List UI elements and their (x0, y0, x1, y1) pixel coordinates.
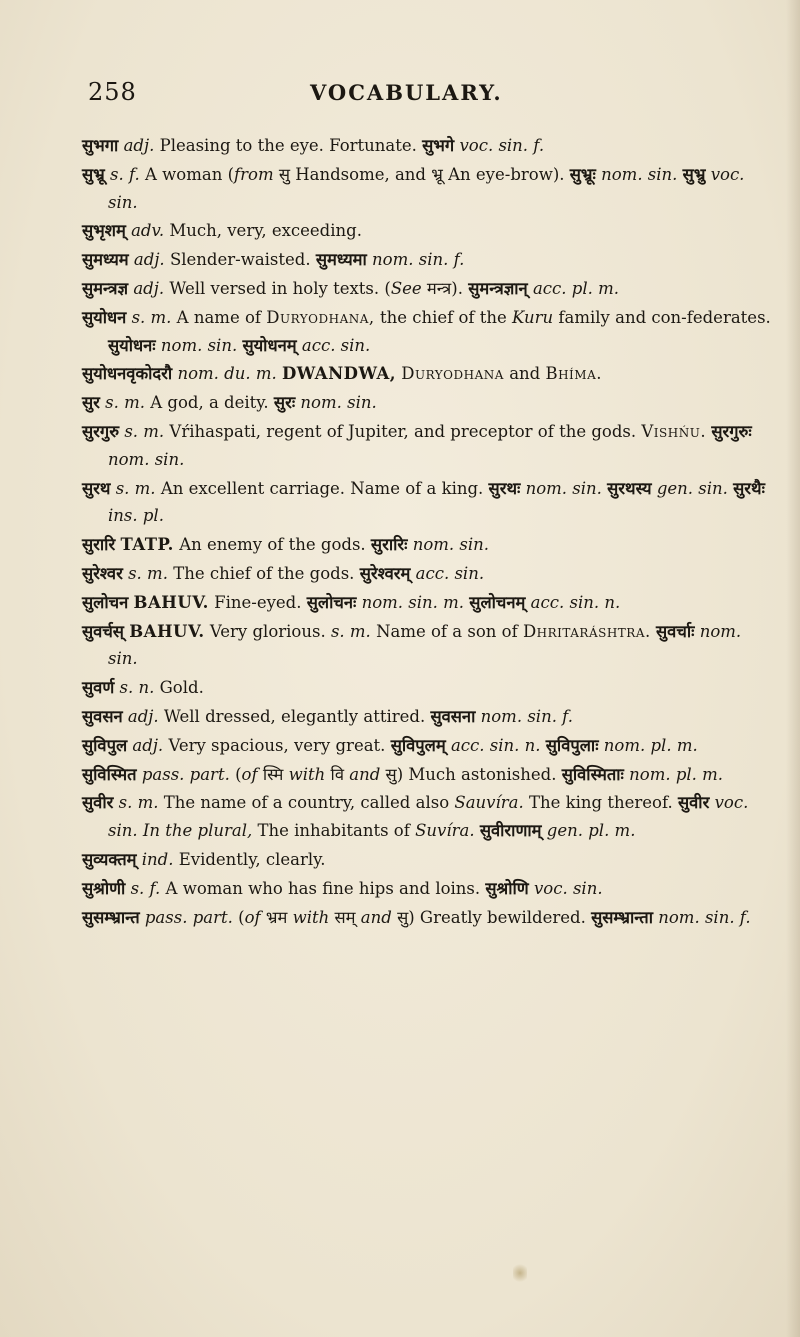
form: सुमन्त्रज्ञान् (468, 278, 528, 298)
form: सुवसना (430, 706, 476, 726)
entry (82, 589, 772, 617)
entry (82, 246, 772, 274)
grammar-label: nom. sin. f. (480, 706, 573, 726)
definition: A name of (176, 307, 261, 327)
headword: सुलोचन (82, 592, 129, 612)
form: सुरारिः (370, 535, 408, 555)
headword: सुरथ (82, 478, 111, 498)
definition: and (509, 364, 541, 384)
grammar-label: pass. part. (144, 907, 233, 927)
grammar-label: nom. sin. (300, 393, 377, 413)
definition: A god, a deity. (150, 393, 269, 413)
grammar-label: nom. sin. (160, 335, 238, 355)
headword: सुयोधन (82, 307, 127, 327)
definition: Gold. (159, 678, 204, 698)
form: सु (385, 764, 397, 784)
grammar-label: See (390, 278, 422, 298)
compound-type: BAHUV. (133, 592, 209, 612)
grammar-label: with (292, 907, 330, 927)
grammar-label: nom. sin. f. (372, 250, 465, 270)
form: सुरथैः (733, 478, 765, 498)
grammar-label: of (241, 764, 258, 784)
definition: The king thereof. (528, 793, 673, 813)
grammar-label: pass. part. (141, 764, 230, 784)
form: सुलोचनः (306, 592, 357, 612)
compound-type: TATP. (120, 535, 174, 555)
headword: सुभ्रू (82, 164, 105, 184)
proper-name: Vishńu. (641, 421, 707, 441)
headword: सुविपुल (82, 735, 128, 755)
grammar-label: nom. sin. (601, 164, 678, 184)
entry (82, 418, 772, 474)
form: सुरः (273, 393, 296, 413)
definition: ) Greatly bewildered. (408, 907, 586, 927)
grammar-label: s. m. (330, 621, 371, 641)
entry (82, 161, 772, 217)
grammar-label: acc. sin. (301, 335, 371, 355)
grammar-label: voc. sin. f. (459, 136, 545, 155)
definition: Fine-eyed. (214, 592, 302, 612)
headword: सुरेश्वर (82, 563, 123, 583)
grammar-label: Kuru (512, 307, 554, 327)
form: सु (397, 907, 409, 927)
grammar-label: s. m. (115, 478, 156, 498)
definition: ). (451, 278, 463, 298)
grammar-label: adj. (132, 735, 164, 755)
definition: A woman who has fine hips and loins. (165, 878, 481, 898)
definition: Handsome, and (295, 164, 426, 184)
grammar-label: gen. sin. (656, 478, 728, 498)
form: सुमध्यमा (315, 250, 367, 270)
grammar-label: ins. pl. (108, 506, 164, 526)
form: सुयोधनः (108, 335, 156, 355)
grammar-label: s. n. (119, 678, 155, 698)
running-header (88, 78, 728, 108)
grammar-label: nom. du. m. (177, 364, 277, 384)
grammar-label: voc. sin. (108, 793, 749, 841)
grammar-label: and (349, 764, 381, 784)
form: सुविपुलाः (545, 735, 599, 755)
grammar-label: s. m. (105, 393, 146, 413)
definition: The inhabitants of (257, 821, 410, 841)
grammar-label: voc. sin. (533, 878, 603, 898)
grammar-label: and (360, 907, 392, 927)
grammar-label: s. m. (128, 563, 168, 583)
page-edge (786, 0, 800, 1337)
definition: The name of a country, called also (163, 793, 450, 813)
headword: सुव्यक्तम् (82, 849, 137, 869)
headword: सुयोधनवृकोदरौ (82, 364, 173, 384)
form: सुरथः (488, 478, 521, 498)
form: सुभ्रु (682, 164, 706, 184)
form: सु (278, 164, 290, 184)
definition: The chief of the gods. (173, 563, 355, 583)
entry (82, 304, 772, 360)
entry (82, 560, 772, 588)
form: सुश्रोणि (485, 878, 529, 898)
entry (82, 217, 772, 245)
form: सुवीराणाम् (479, 821, 542, 841)
grammar-label: ind. (141, 849, 174, 869)
headword: सुवीर (82, 793, 114, 813)
headword: सुश्रोणी (82, 878, 126, 898)
definition: Much, very, exceeding. (169, 221, 362, 241)
grammar-label: s. m. (131, 307, 172, 327)
grammar-label: adj. (127, 706, 159, 726)
form: सुविस्मिताः (561, 764, 624, 784)
definition: Pleasing to the eye. Fortunate. (159, 136, 417, 155)
grammar-label: of (244, 907, 261, 927)
definition: ( (235, 764, 242, 784)
grammar-label: adj. (133, 250, 165, 270)
grammar-label: s. f. (110, 164, 140, 184)
headword: सुमन्त्रज्ञ (82, 278, 129, 298)
grammar-label: gen. pl. m. (546, 821, 636, 841)
entry (82, 132, 772, 160)
form: वि (330, 764, 344, 784)
headword: सुवर्चस् (82, 621, 124, 641)
grammar-label: adj. (123, 136, 155, 155)
grammar-label: nom. sin. (525, 478, 602, 498)
form: सुरथस्य (607, 478, 652, 498)
grammar-label: nom. pl. m. (603, 735, 698, 755)
paper-stain (513, 1262, 527, 1284)
form: सुलोचनम् (469, 592, 526, 612)
entry (82, 674, 772, 702)
grammar-label: nom. sin. m. (361, 592, 465, 612)
definition: Slender-waisted. (169, 250, 311, 270)
grammar-label: adj. (133, 278, 165, 298)
grammar-label: adv. (131, 221, 165, 241)
definition: An enemy of the gods. (179, 535, 366, 555)
definition: Evidently, clearly. (178, 849, 326, 869)
page-number: 258 (88, 78, 137, 106)
definition: Very glorious. (209, 621, 326, 641)
definition: family and con-federates. (558, 307, 771, 327)
entry (82, 475, 772, 531)
grammar-label: Suvíra. (415, 821, 475, 841)
grammar-label: s. f. (130, 878, 161, 898)
form: सुसम्भ्रान्ता (591, 907, 653, 927)
grammar-label: acc. sin. (415, 563, 485, 583)
headword: सुर (82, 393, 100, 413)
definition: Vŕihaspati, regent of Jupiter, and preceptor of the gods. (169, 421, 637, 441)
form: सुविपुलम् (390, 735, 446, 755)
form: भ्रम (265, 907, 288, 927)
entry (82, 531, 772, 559)
grammar-label: acc. sin. n. (530, 592, 621, 612)
entry (82, 732, 772, 760)
grammar-label: nom. pl. m. (629, 764, 724, 784)
headword: सुवर्ण (82, 678, 115, 698)
grammar-label: acc. pl. m. (532, 278, 619, 298)
headword: सुभृशम् (82, 221, 126, 241)
form: सुभगे (422, 136, 455, 155)
compound-type: DWANDWA, (282, 364, 396, 384)
entry (82, 904, 772, 932)
headword: सुभगा (82, 136, 119, 155)
headword: सुसम्भ्रान्त (82, 907, 140, 927)
definition: An eye-brow). (448, 164, 565, 184)
grammar-label: In the plural, (142, 821, 253, 841)
grammar-label: nom. sin. f. (658, 907, 751, 927)
form: सुभ्रूः (569, 164, 596, 184)
headword: सुविस्मित (82, 764, 137, 784)
entry (82, 846, 772, 874)
proper-name: Duryodhana (401, 364, 504, 384)
form: स्मि (262, 764, 284, 784)
headword: सुरगुरु (82, 421, 120, 441)
form: भ्रू (431, 164, 443, 184)
grammar-label: s. m. (118, 793, 159, 813)
grammar-label: nom. sin. (412, 535, 490, 555)
form: सुयोधनम् (242, 335, 297, 355)
form: सुवर्चाः (656, 621, 695, 641)
grammar-label: from (234, 164, 274, 184)
entry (82, 875, 772, 903)
form: सुरगुरुः (711, 421, 752, 441)
entry (82, 761, 772, 789)
form: सुवीर (677, 793, 710, 813)
headword: सुमध्यम (82, 250, 129, 270)
definition: A woman ( (145, 164, 235, 184)
proper-name: Duryodhana, (266, 307, 375, 327)
definition: Name of a son of (376, 621, 518, 641)
definition: the chief of the (379, 307, 507, 327)
grammar-label: voc. sin. (108, 164, 745, 212)
headword: सुरारि (82, 535, 116, 555)
grammar-label: with (288, 764, 326, 784)
entry (82, 618, 772, 674)
proper-name: Dhritaráshtra. (522, 621, 651, 641)
definition: An excellent carriage. Name of a king. (160, 478, 484, 498)
running-title: VOCABULARY. (310, 80, 503, 105)
form: मन्त्र (426, 278, 452, 298)
definition: Well dressed, elegantly attired. (163, 706, 426, 726)
grammar-label: nom. sin. (108, 621, 742, 669)
grammar-label: nom. sin. (108, 449, 185, 469)
entry (82, 789, 772, 845)
dictionary-entries (82, 132, 772, 932)
form: सम् (334, 907, 356, 927)
definition: Well versed in holy texts. ( (169, 278, 391, 298)
grammar-label: Sauvíra. (454, 793, 524, 813)
proper-name: Bhíma. (545, 364, 602, 384)
definition: ) Much astonished. (396, 764, 557, 784)
compound-type: BAHUV. (129, 621, 205, 641)
entry (82, 389, 772, 417)
entry (82, 360, 772, 388)
grammar-label: acc. sin. n. (450, 735, 541, 755)
form: सुरेश्वरम् (359, 563, 411, 583)
entry (82, 703, 772, 731)
grammar-label: s. m. (124, 421, 165, 441)
headword: सुवसन (82, 706, 123, 726)
entry (82, 275, 772, 303)
definition: Very spacious, very great. (168, 735, 386, 755)
definition: ( (238, 907, 245, 927)
